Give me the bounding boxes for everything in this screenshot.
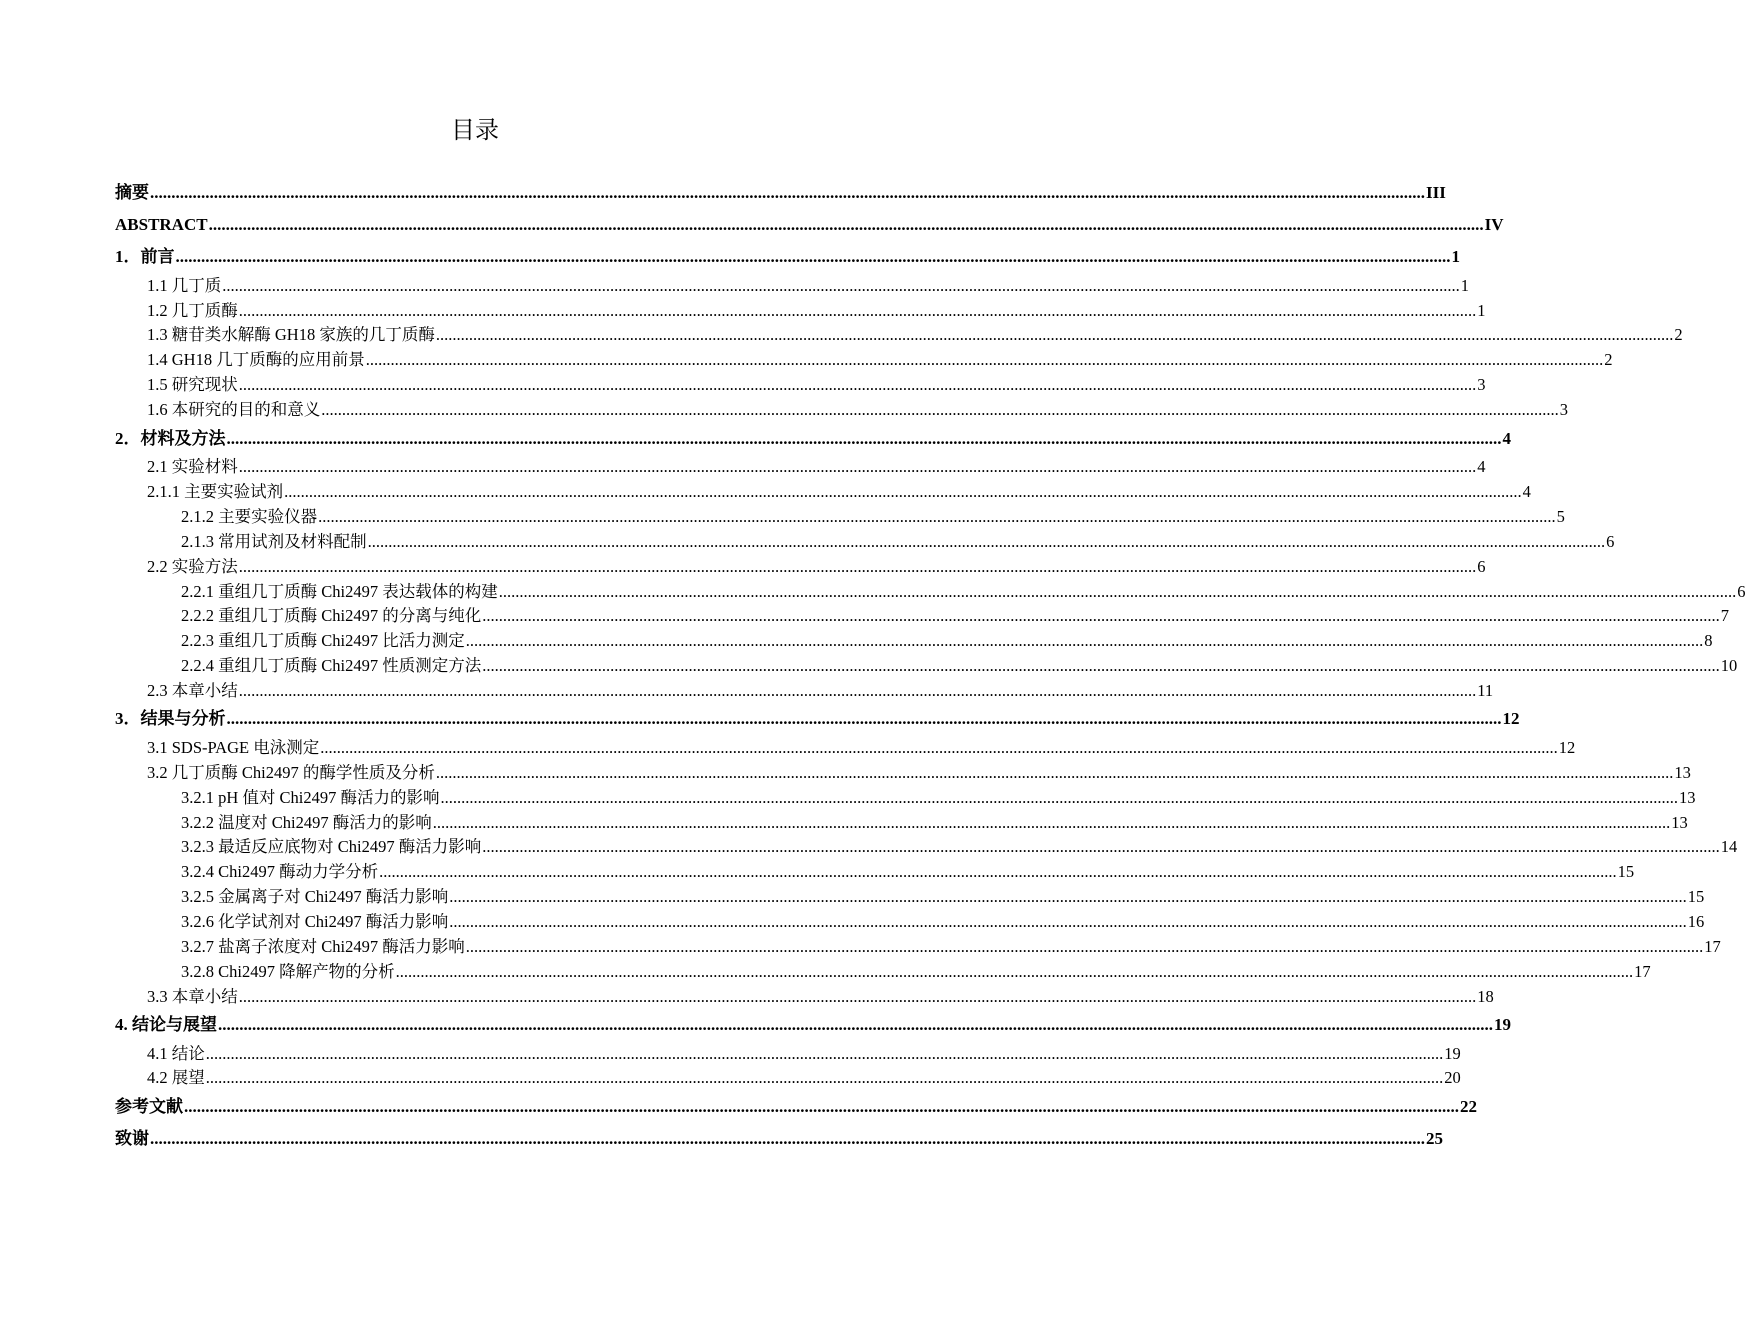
toc-entry-page: 12 <box>1502 709 1520 728</box>
toc-entry-label: 2.1.1 主要实验试剂 <box>147 482 284 501</box>
toc-entry[interactable] <box>147 455 1486 479</box>
toc-entry-page: 15 <box>1687 887 1705 906</box>
toc-entry[interactable] <box>147 1066 1461 1090</box>
page-title: 目录 <box>451 116 499 144</box>
toc-entry[interactable] <box>181 910 1705 934</box>
toc-entry-label: 1.2 几丁质酶 <box>147 301 238 320</box>
toc-entry-page: 17 <box>1634 962 1651 981</box>
toc-entry-label: 3.2.5 金属离子对 Chi2497 酶活力影响 <box>181 887 449 906</box>
dot-leader: ............................................................................................................................................................................................................................................................................................................ <box>367 532 1606 551</box>
toc-entry-label: 3.2.4 Chi2497 酶动力学分析 <box>181 862 379 881</box>
toc-entry[interactable] <box>147 274 1469 298</box>
toc-entry-label: 参考文献 <box>115 1097 183 1116</box>
dot-leader: ............................................................................................................................................................................................................................................................................................................ <box>435 763 1674 782</box>
toc-entry[interactable] <box>115 181 1446 205</box>
toc-entry-page: 25 <box>1426 1129 1443 1148</box>
dot-leader: ............................................................................................................................................................................................................................................................................................................ <box>205 1068 1444 1087</box>
dot-leader: ............................................................................................................................................................................................................................................................................................................ <box>465 631 1704 650</box>
dot-leader: ............................................................................................................................................................................................................................................................................................................ <box>440 788 1679 807</box>
toc-entry-label: 2.3 本章小结 <box>147 681 238 700</box>
dot-leader: ............................................................................................................................................................................................................................................................................................................ <box>238 681 1477 700</box>
toc-entry-page: 6 <box>1477 557 1486 576</box>
dot-leader: ............................................................................................................................................................................................................................................................................................................ <box>449 887 1687 906</box>
toc-entry[interactable] <box>181 654 1738 678</box>
dot-leader: ............................................................................................................................................................................................................................................................................................................ <box>435 325 1674 344</box>
toc-entry-label: 3.3 本章小结 <box>147 987 238 1006</box>
toc-entry[interactable] <box>115 1095 1477 1119</box>
toc-entry[interactable] <box>147 299 1486 323</box>
toc-entry-label: 2.1 实验材料 <box>147 457 238 476</box>
toc-entry-label: 3．结果与分析 <box>115 709 226 728</box>
toc-entry-label: 2.2.3 重组几丁质酶 Chi2497 比活力测定 <box>181 631 465 650</box>
toc-entry[interactable] <box>115 213 1504 237</box>
toc-entry-label: 3.2 几丁质酶 Chi2497 的酶学性质及分析 <box>147 763 435 782</box>
toc-entry[interactable] <box>115 427 1511 451</box>
toc-entry-page: 1 <box>1451 247 1460 266</box>
toc-entry-page: 13 <box>1679 788 1696 807</box>
toc-entry[interactable] <box>115 707 1520 731</box>
toc-entry-page: 11 <box>1477 681 1494 700</box>
toc-entry[interactable] <box>115 1013 1511 1037</box>
toc-entry[interactable] <box>147 323 1683 347</box>
toc-entry[interactable] <box>181 860 1635 884</box>
toc-entry[interactable] <box>181 811 1688 835</box>
toc-entry-label: 3.2.6 化学试剂对 Chi2497 酶活力影响 <box>181 912 449 931</box>
toc-entry[interactable] <box>181 960 1651 984</box>
toc-entry-label: 摘要 <box>115 183 149 202</box>
dot-leader: ............................................................................................................................................................................................................................................................................................................ <box>175 247 1451 266</box>
toc-entry[interactable] <box>147 348 1613 372</box>
toc-entry-label: 2.2.2 重组几丁质酶 Chi2497 的分离与纯化 <box>181 606 482 625</box>
toc-entry-label: 2.2.1 重组几丁质酶 Chi2497 表达载体的构建 <box>181 582 498 601</box>
dot-leader: ............................................................................................................................................................................................................................................................................................................ <box>284 482 1522 501</box>
dot-leader: ............................................................................................................................................................................................................................................................................................................ <box>150 1129 1425 1148</box>
toc-entry-page: 18 <box>1477 987 1494 1006</box>
dot-leader: ............................................................................................................................................................................................................................................................................................................ <box>432 813 1671 832</box>
toc-entry[interactable] <box>147 761 1691 785</box>
toc-entry-label: 4.2 展望 <box>147 1068 205 1087</box>
dot-leader: ............................................................................................................................................................................................................................................................................................................ <box>238 301 1477 320</box>
toc-entry[interactable] <box>147 480 1531 504</box>
toc-entry-label: 3.2.3 最适反应底物对 Chi2497 酶活力影响 <box>181 837 482 856</box>
dot-leader: ............................................................................................................................................................................................................................................................................................................ <box>184 1097 1459 1116</box>
dot-leader: ............................................................................................................................................................................................................................................................................................................ <box>238 987 1477 1006</box>
toc-entry[interactable] <box>147 985 1494 1009</box>
dot-leader: ............................................................................................................................................................................................................................................................................................................ <box>238 457 1477 476</box>
toc-entry-label: 3.1 SDS-PAGE 电泳测定 <box>147 738 320 757</box>
toc-entry-label: 2.2.4 重组几丁质酶 Chi2497 性质测定方法 <box>181 656 482 675</box>
dot-leader: ............................................................................................................................................................................................................................................................................................................ <box>482 656 1720 675</box>
toc-entry-label: 1．前言 <box>115 247 175 266</box>
toc-entry[interactable] <box>147 679 1494 703</box>
toc-entry-label: 4. 结论与展望 <box>115 1015 217 1034</box>
toc-entry-page: 16 <box>1687 912 1705 931</box>
dot-leader: ............................................................................................................................................................................................................................................................................................................ <box>449 912 1687 931</box>
dot-leader: ............................................................................................................................................................................................................................................................................................................ <box>318 507 1556 526</box>
dot-leader: ............................................................................................................................................................................................................................................................................................................ <box>365 350 1604 369</box>
dot-leader: ............................................................................................................................................................................................................................................................................................................ <box>395 962 1634 981</box>
toc-entry-label: 1.5 研究现状 <box>147 375 238 394</box>
dot-leader: ............................................................................................................................................................................................................................................................................................................ <box>482 606 1720 625</box>
toc-entry[interactable] <box>181 505 1565 529</box>
dot-leader: ............................................................................................................................................................................................................................................................................................................ <box>226 709 1502 728</box>
toc-entry[interactable] <box>181 604 1729 628</box>
dot-leader: ............................................................................................................................................................................................................................................................................................................ <box>321 400 1559 419</box>
dot-leader: ............................................................................................................................................................................................................................................................................................................ <box>205 1044 1444 1063</box>
toc-entry-page: 20 <box>1444 1068 1461 1087</box>
toc-entry-page: 7 <box>1720 606 1729 625</box>
toc-entry-label: 2.1.2 主要实验仪器 <box>181 507 318 526</box>
toc-entry-label: ABSTRACT <box>115 215 208 234</box>
toc-entry-page: 3 <box>1559 400 1568 419</box>
toc-entry-page: 1 <box>1460 276 1469 295</box>
toc-entry-page: 4 <box>1522 482 1531 501</box>
toc-entry[interactable] <box>147 736 1576 760</box>
toc-entry[interactable] <box>147 373 1486 397</box>
toc-entry-label: 3.2.2 温度对 Chi2497 酶活力的影响 <box>181 813 432 832</box>
dot-leader: ............................................................................................................................................................................................................................................................................................................ <box>238 375 1477 394</box>
toc-entry-page: 12 <box>1558 738 1576 757</box>
toc-entry-page: 1 <box>1477 301 1486 320</box>
toc-entry-page: III <box>1426 183 1446 202</box>
toc-entry-page: 17 <box>1704 937 1721 956</box>
dot-leader: ............................................................................................................................................................................................................................................................................................................ <box>218 1015 1493 1034</box>
toc-entry-page: 22 <box>1460 1097 1477 1116</box>
dot-leader: ............................................................................................................................................................................................................................................................................................................ <box>482 837 1720 856</box>
toc-entry-label: 1.3 糖苷类水解酶 GH18 家族的几丁质酶 <box>147 325 435 344</box>
toc-entry[interactable] <box>147 1042 1461 1066</box>
toc-entry-page: 10 <box>1720 656 1738 675</box>
toc-entry-label: 2.2 实验方法 <box>147 557 238 576</box>
dot-leader: ............................................................................................................................................................................................................................................................................................................ <box>465 937 1704 956</box>
toc-entry-label: 4.1 结论 <box>147 1044 205 1063</box>
toc-entry[interactable] <box>181 835 1738 859</box>
toc-entry-label: 1.1 几丁质 <box>147 276 222 295</box>
toc-entry-page: 4 <box>1477 457 1486 476</box>
toc-entry[interactable] <box>115 245 1460 269</box>
toc-entry-page: 6 <box>1737 582 1745 601</box>
toc-entry-label: 1.6 本研究的目的和意义 <box>147 400 321 419</box>
toc-entry-label: 致谢 <box>115 1129 149 1148</box>
dot-leader: ............................................................................................................................................................................................................................................................................................................ <box>208 215 1484 234</box>
toc-entry-page: 2 <box>1604 350 1613 369</box>
dot-leader: ............................................................................................................................................................................................................................................................................................................ <box>498 582 1737 601</box>
toc-entry-label: 2．材料及方法 <box>115 429 226 448</box>
dot-leader: ............................................................................................................................................................................................................................................................................................................ <box>226 429 1502 448</box>
toc-entry-page: 8 <box>1704 631 1713 650</box>
dot-leader: ............................................................................................................................................................................................................................................................................................................ <box>222 276 1460 295</box>
toc-entry[interactable] <box>181 935 1721 959</box>
toc-entry[interactable] <box>115 1127 1443 1151</box>
toc-entry-page: 3 <box>1477 375 1486 394</box>
toc-entry[interactable] <box>147 555 1486 579</box>
toc-entry-page: 6 <box>1606 532 1615 551</box>
toc-entry-page: 15 <box>1617 862 1635 881</box>
toc-entry[interactable] <box>181 629 1713 653</box>
toc-entry-label: 2.1.3 常用试剂及材料配制 <box>181 532 367 551</box>
toc-entry-page: 13 <box>1671 813 1688 832</box>
toc-entry[interactable] <box>181 580 1745 604</box>
dot-leader: ............................................................................................................................................................................................................................................................................................................ <box>150 183 1425 202</box>
toc-entry[interactable] <box>181 530 1615 554</box>
toc-entry-label: 3.2.8 Chi2497 降解产物的分析 <box>181 962 395 981</box>
toc-entry-page: 2 <box>1674 325 1683 344</box>
toc-entry-page: IV <box>1484 215 1504 234</box>
toc-entry[interactable] <box>181 786 1696 810</box>
dot-leader: ............................................................................................................................................................................................................................................................................................................ <box>379 862 1617 881</box>
toc-entry-page: 19 <box>1494 1015 1511 1034</box>
toc-entry-page: 13 <box>1674 763 1691 782</box>
dot-leader: ............................................................................................................................................................................................................................................................................................................ <box>320 738 1558 757</box>
toc-entry-label: 3.2.1 pH 值对 Chi2497 酶活力的影响 <box>181 788 440 807</box>
toc-entry-label: 3.2.7 盐离子浓度对 Chi2497 酶活力影响 <box>181 937 465 956</box>
toc-entry-page: 5 <box>1556 507 1565 526</box>
toc-entry-page: 19 <box>1444 1044 1461 1063</box>
toc-entry-page: 4 <box>1502 429 1511 448</box>
toc-entry-label: 1.4 GH18 几丁质酶的应用前景 <box>147 350 365 369</box>
toc-entry[interactable] <box>181 885 1705 909</box>
toc-entry[interactable] <box>147 398 1568 422</box>
toc-entry-page: 14 <box>1720 837 1738 856</box>
dot-leader: ............................................................................................................................................................................................................................................................................................................ <box>238 557 1477 576</box>
